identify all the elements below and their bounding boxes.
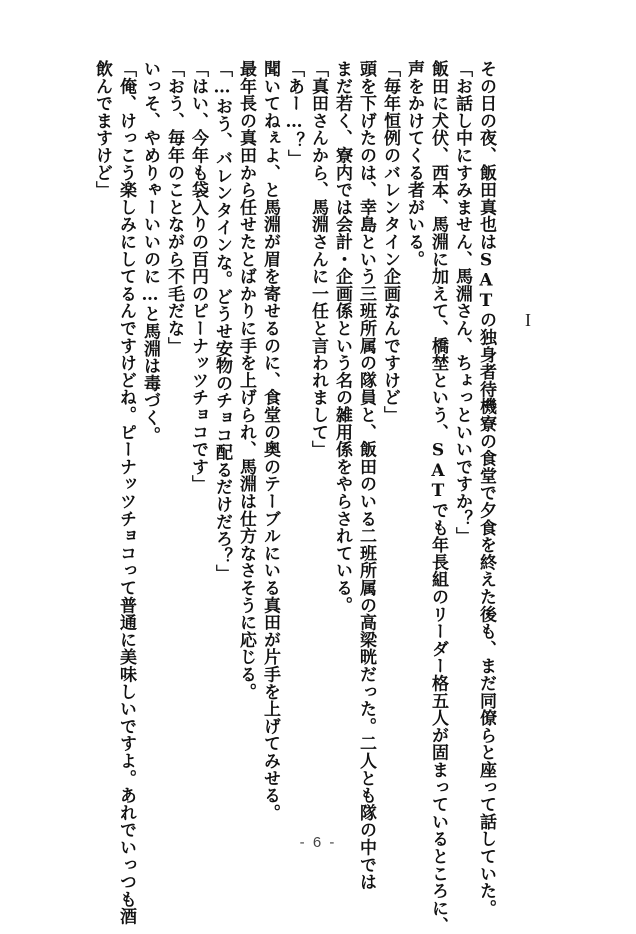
text-column: 聞いてねぇよ、と馬淵が眉を寄せるのに、食堂の奥のテーブルにいる真田が片手を上げてみせる。 bbox=[260, 60, 280, 822]
text-column: 「お話し中にすみません、馬淵さん、ちょっといいですか？」 bbox=[452, 60, 472, 545]
text-column: 声をかけてくる者がいる。 bbox=[404, 60, 424, 268]
section-marker: I bbox=[525, 310, 531, 330]
text-column: 「毎年恒例のバレンタイン企画なんですけど」 bbox=[380, 60, 400, 424]
text-column: その日の夜、飯田真也はSATの独身者待機寮の食堂で夕食を終えた後も、まだ同僚らと座って話していた。 bbox=[476, 60, 496, 917]
text-column: 「俺、けっこう楽しみにしてるんですけどね。ピーナッツチョコって普通に美味しいですよ。あれでいっつも酒 bbox=[116, 60, 136, 925]
text-column: 「はい、今年も袋入りの百円のピーナッツチョコです」 bbox=[188, 60, 208, 493]
text-column: まだ若く、寮内では会計・企画係という名の雑用係をやらされている。 bbox=[332, 60, 352, 614]
page-number: - 6 - bbox=[299, 834, 337, 851]
text-column: 「あー…？」 bbox=[284, 60, 304, 167]
text-column: いっそ、やめりゃーいいのに…と馬淵は毒づく。 bbox=[140, 60, 160, 444]
text-column: 「…おう、バレンタインな。どうせ安物のチョコ配るだけだろ？」 bbox=[212, 60, 232, 582]
text-column: 飯田に犬伏、西本、馬淵に加えて、橋埜という、SATでも年長組のリーダー格五人が固まっているところに、 bbox=[428, 60, 448, 934]
text-column: 「おう、毎年のことながら不毛だな」 bbox=[164, 60, 184, 355]
text-column: 頭を下げたのは、幸島という三班所属の隊員と、飯田のいる二班所属の高梁晄だった。二人とも隊の中では bbox=[356, 60, 376, 891]
text-column: 飲んでますけど」 bbox=[92, 60, 112, 199]
text-column: 「真田さんから、馬淵さんに一任と言われまして」 bbox=[308, 60, 328, 458]
text-column: 最年長の真田から任せたとばかりに手を上げられ、馬淵は仕方なさそうに応じる。 bbox=[236, 60, 256, 701]
